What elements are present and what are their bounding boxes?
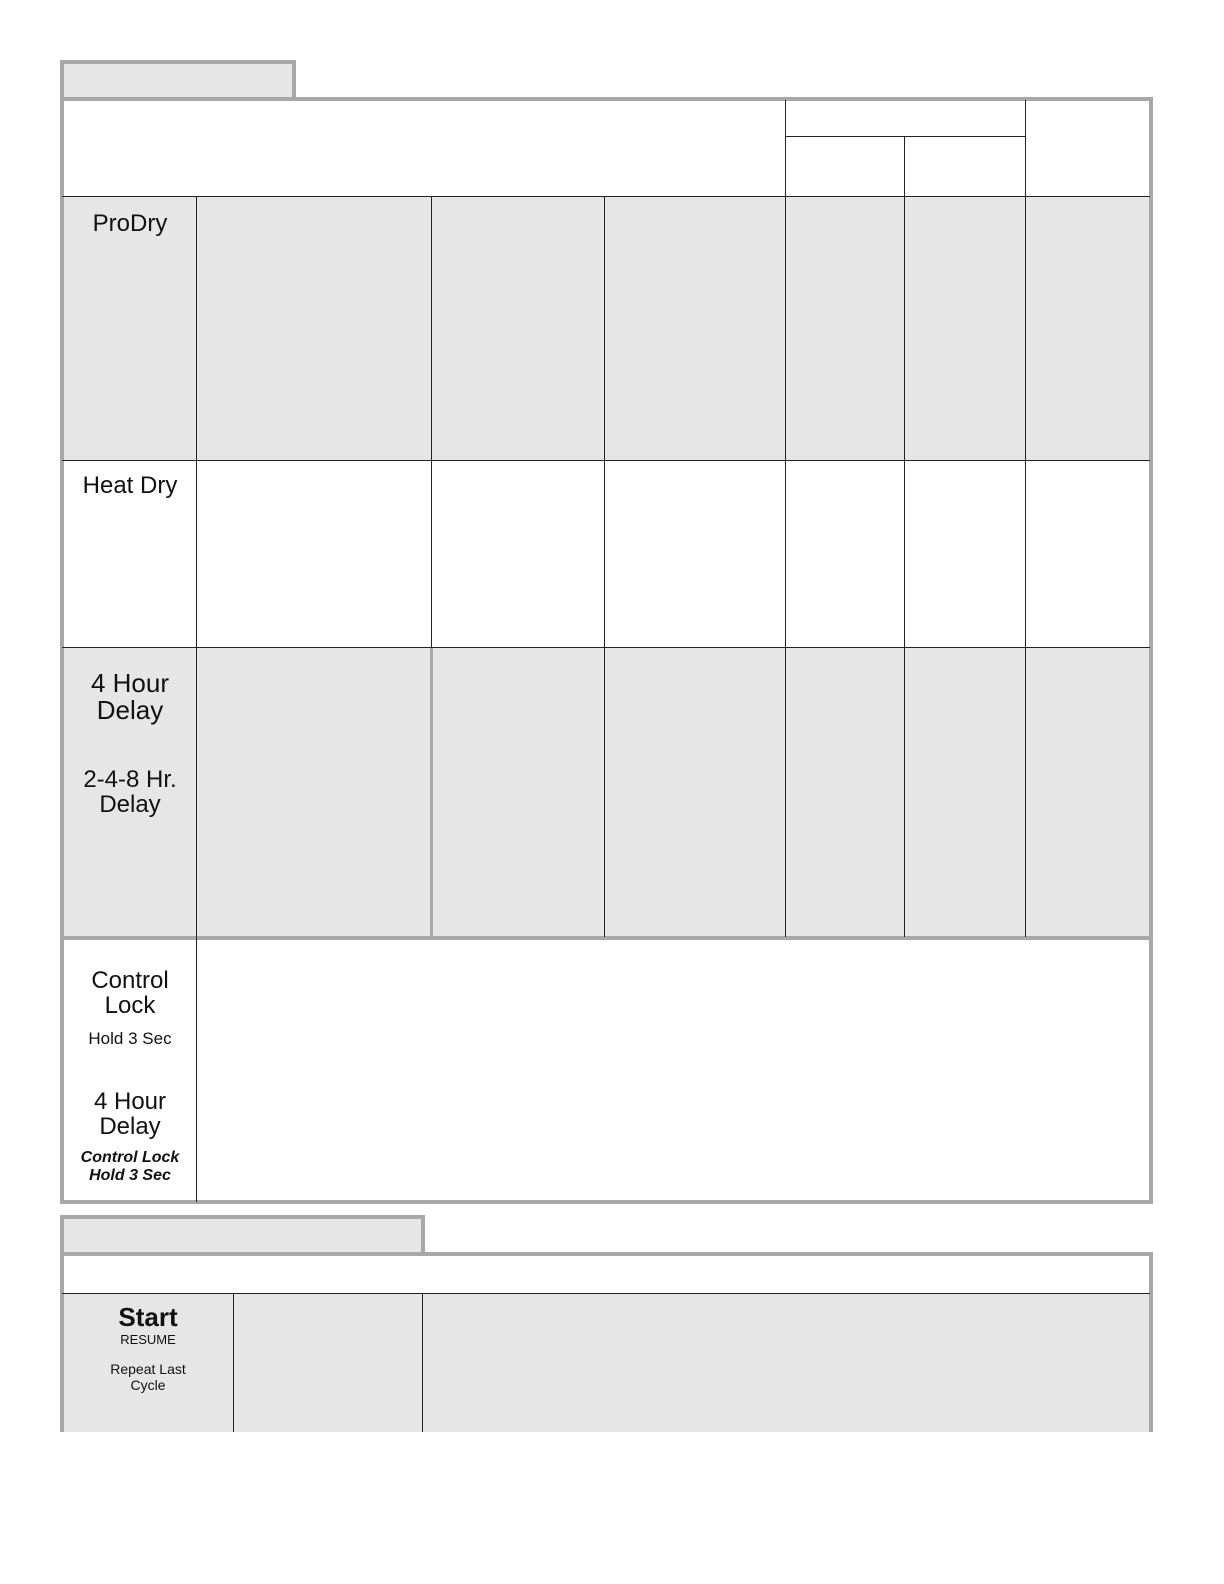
- column-divider: [1025, 197, 1026, 937]
- control-lock-alt-note: Control Lock Hold 3 Sec: [80, 1149, 180, 1185]
- repeat-last-cycle-note: Repeat Last Cycle: [110, 1361, 186, 1394]
- control-lock-hold-note: Hold 3 Sec: [88, 1029, 172, 1048]
- start-column-divider: [422, 1294, 423, 1432]
- header-divider: [1025, 100, 1026, 197]
- row-divider-thick: [62, 936, 1150, 940]
- column-divider: [604, 197, 605, 937]
- prodry-label: ProDry: [92, 210, 168, 237]
- start-label: Start RESUME Repeat Last Cycle: [64, 1303, 232, 1393]
- start-table-right-border: [1149, 1252, 1153, 1432]
- start-header-divider: [62, 1293, 1150, 1294]
- row-divider: [62, 460, 1150, 461]
- column-divider-thick: [430, 648, 433, 938]
- row-divider: [62, 647, 1150, 648]
- header-divider: [904, 137, 905, 197]
- options-section-tab: [60, 60, 296, 100]
- column-divider: [196, 197, 197, 1202]
- column-divider: [431, 197, 432, 648]
- column-divider: [785, 197, 786, 937]
- delay-alt-label-2: 4 Hour Delay: [93, 1088, 167, 1141]
- delay-alt-label: 2-4-8 Hr. Delay: [83, 766, 177, 819]
- header-group-line: [785, 136, 1025, 137]
- row-divider: [62, 196, 1150, 197]
- column-divider: [904, 197, 905, 937]
- heat-dry-label: Heat Dry: [82, 472, 178, 499]
- delay-label: 4 Hour Delay: [90, 668, 170, 726]
- options-table: [60, 97, 1153, 1204]
- start-section-tab: [60, 1215, 425, 1255]
- start-table-top-border: [60, 1252, 1153, 1256]
- header-divider: [785, 100, 786, 197]
- start-column-divider: [233, 1294, 234, 1432]
- control-lock-label: Control Lock: [91, 967, 169, 1020]
